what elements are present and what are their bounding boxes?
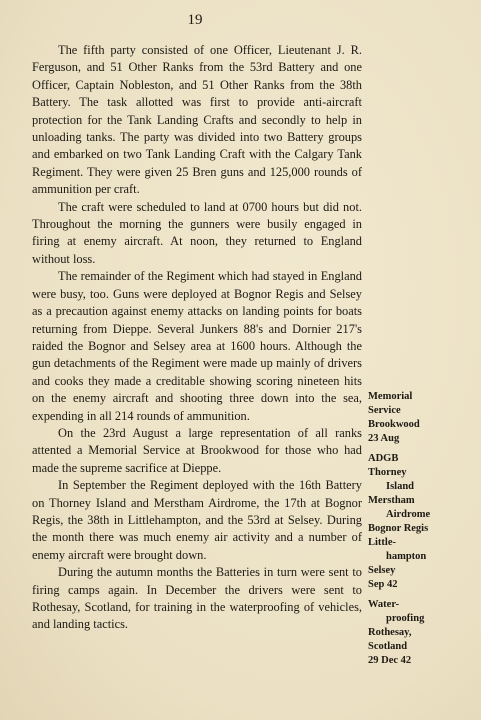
paragraph-september-deployment: In September the Regiment deployed with the 16th Battery on Thorney Island and Merstham Airdrome, the 17th at Bognor Regis, the 38th in Littlehampton, and the 53rd at Selsey. During the month there was much enemy air activity and a number of enemy aircraft were brought down. [32, 478, 362, 562]
note-adgb: ADGB [368, 453, 399, 464]
body-text [32, 42, 362, 634]
paragraph-regiment-england: The remainder of the Regiment which had stayed in England were busy, too. Guns were deployed at Bognor Regis and Selsey as a precaution against enemy attacks on landing points for boats returning from Dieppe. Several Junkers 88's and Dornier 217's raided the Bognor and Selsey area at 1600 hours. Although the gun detachments of the Regiment were made up mainly of drivers and cooks they made a creditable showing scoring nineteen hits on the enemy aircraft and shooting three down into the sea, expending in all 214 rounds of ammunition. [32, 269, 362, 423]
note-rothesay: Rothesay, [368, 627, 412, 638]
margin-note-adgb [368, 452, 458, 592]
paragraph-fifth-party: The fifth party consisted of one Officer, Lieutenant J. R. Ferguson, and 51 Other Ranks from the 53rd Battery and one Officer, Captain Nobleston, and 51 Other Ranks from the 38th Battery. The task allotted was first to provide anti-aircraft protection for the Tank Landing Crafts and secondly to help in unloading tanks. The party was divided into two Battery groups and embarked on two Tank Landing Craft with the Calgary Tank Regiment. They were given 25 Bren guns and 125,000 rounds of ammunition per craft. [32, 43, 362, 197]
page-number: 19 [187, 12, 203, 28]
note-hampton: hampton [386, 551, 427, 562]
note-memorial: Memorial [368, 391, 413, 402]
note-bognor: Bognor Regis [368, 523, 429, 534]
paragraph-autumn-months: During the autumn months the Batteries in turn were sent to firing camps again. In December the drivers were sent to Rothesay, Scotland, for training in the waterproofing of vehicles, and landing tactics. [32, 565, 362, 632]
note-water: Water- [368, 599, 400, 610]
note-scotland: Scotland [368, 641, 408, 652]
margin-note-waterproofing [368, 598, 458, 668]
note-island: Island [386, 481, 415, 492]
note-proofing: proofing [386, 613, 425, 624]
note-service: Service [368, 405, 401, 416]
note-selsey: Selsey [368, 565, 396, 576]
margin-note-memorial [368, 390, 458, 446]
note-date-aug: 23 Aug [368, 433, 400, 444]
note-date-sep: Sep 42 [368, 579, 398, 590]
note-little: Little- [368, 537, 396, 548]
note-thorney: Thorney [368, 467, 407, 478]
note-date-dec: 29 Dec 42 [368, 655, 412, 666]
note-airdrome: Airdrome [386, 509, 431, 520]
paragraph-memorial-service: On the 23rd August a large representation of all ranks attented a Memorial Service at Brookwood for those who had made the supreme sacrifice at Dieppe. [32, 425, 362, 475]
note-merstham: Merstham [368, 495, 415, 506]
margin-notes [368, 390, 458, 668]
note-brookwood: Brookwood [368, 419, 420, 430]
paragraph-craft-schedule: The craft were scheduled to land at 0700 hours but did not. Throughout the morning the gunners were busily engaged in firing at enemy aircraft. At noon, they returned to England without loss. [32, 199, 362, 266]
